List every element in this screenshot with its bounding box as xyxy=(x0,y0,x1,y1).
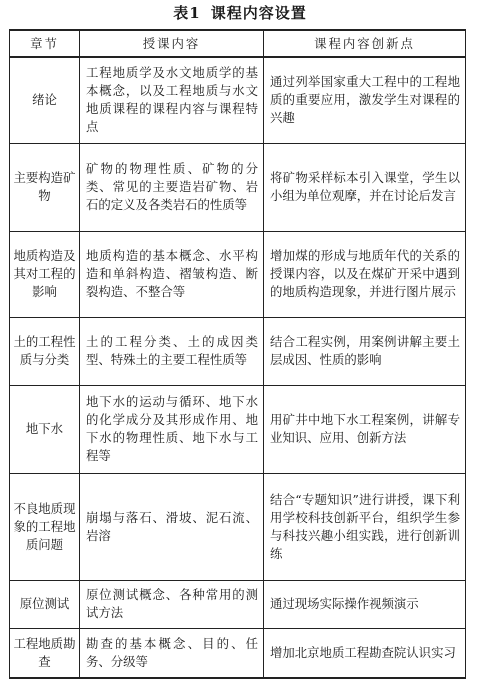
header-content: 授课内容 xyxy=(80,30,264,57)
content-cell: 原位测试概念、各种常用的测试方法 xyxy=(80,580,264,628)
content-cell: 崩塌与落石、滑坡、泥石流、岩溶 xyxy=(80,473,264,580)
content-cell: 土的工程分类、土的成因类型、特殊土的主要工程性质等 xyxy=(80,317,264,385)
innovation-cell: 用矿井中地下水工程案例，讲解专业知识、应用、创新方法 xyxy=(264,385,466,473)
table-row xyxy=(10,231,466,317)
innovation-cell: 将矿物采样标本引入课堂，学生以小组为单位观摩，并在讨论后发言 xyxy=(264,143,466,231)
table-row xyxy=(10,317,466,385)
table-title: 课程内容设置 xyxy=(210,4,307,22)
table-row xyxy=(10,385,466,473)
table-row xyxy=(10,628,466,678)
innovation-cell: 增加北京地质工程勘查院认识实习 xyxy=(264,628,466,678)
chapter-cell: 土的工程性质与分类 xyxy=(10,317,80,385)
content-cell: 矿物的物理性质、矿物的分类、常见的主要造岩矿物、岩石的定义及各类岩石的性质等 xyxy=(80,143,264,231)
content-cell: 地质构造的基本概念、水平构造和单斜构造、褶皱构造、断裂构造、不整合等 xyxy=(80,231,264,317)
header-chapter: 章节 xyxy=(10,30,80,57)
content-cell: 工程地质学及水文地质学的基本概念，以及工程地质与水文地质课程的课程内容与课程特点 xyxy=(80,57,264,143)
table-row xyxy=(10,57,466,143)
chapter-cell: 原位测试 xyxy=(10,580,80,628)
chapter-cell: 主要构造矿物 xyxy=(10,143,80,231)
chapter-cell: 工程地质勘查 xyxy=(10,628,80,678)
table-header-row xyxy=(10,30,466,57)
chapter-cell: 不良地质现象的工程地质问题 xyxy=(10,473,80,580)
course-content-table xyxy=(9,29,466,679)
chapter-cell: 绪论 xyxy=(10,57,80,143)
table-caption xyxy=(0,2,480,24)
chapter-cell: 地下水 xyxy=(10,385,80,473)
innovation-cell: 通过现场实际操作视频演示 xyxy=(264,580,466,628)
innovation-cell: 结合工程实例，用案例讲解主要土层成因、性质的影响 xyxy=(264,317,466,385)
content-cell: 地下水的运动与循环、地下水的化学成分及其形成作用、地下水的物理性质、地下水与工程等 xyxy=(80,385,264,473)
header-innovation: 课程内容创新点 xyxy=(264,30,466,57)
table-row xyxy=(10,473,466,580)
table-row xyxy=(10,143,466,231)
table-number: 表1 xyxy=(173,4,201,22)
content-cell: 勘查的基本概念、目的、任务、分级等 xyxy=(80,628,264,678)
innovation-cell: 结合“专题知识”进行讲授，课下利用学校科技创新平台，组织学生参与科技兴趣小组实践，进行创新训练 xyxy=(264,473,466,580)
chapter-cell: 地质构造及其对工程的影响 xyxy=(10,231,80,317)
innovation-cell: 通过列举国家重大工程中的工程地质的重要应用，激发学生对课程的兴趣 xyxy=(264,57,466,143)
table-row xyxy=(10,580,466,628)
innovation-cell: 增加煤的形成与地质年代的关系的授课内容，以及在煤矿开采中遇到的地质构造现象，并进行图片展示 xyxy=(264,231,466,317)
